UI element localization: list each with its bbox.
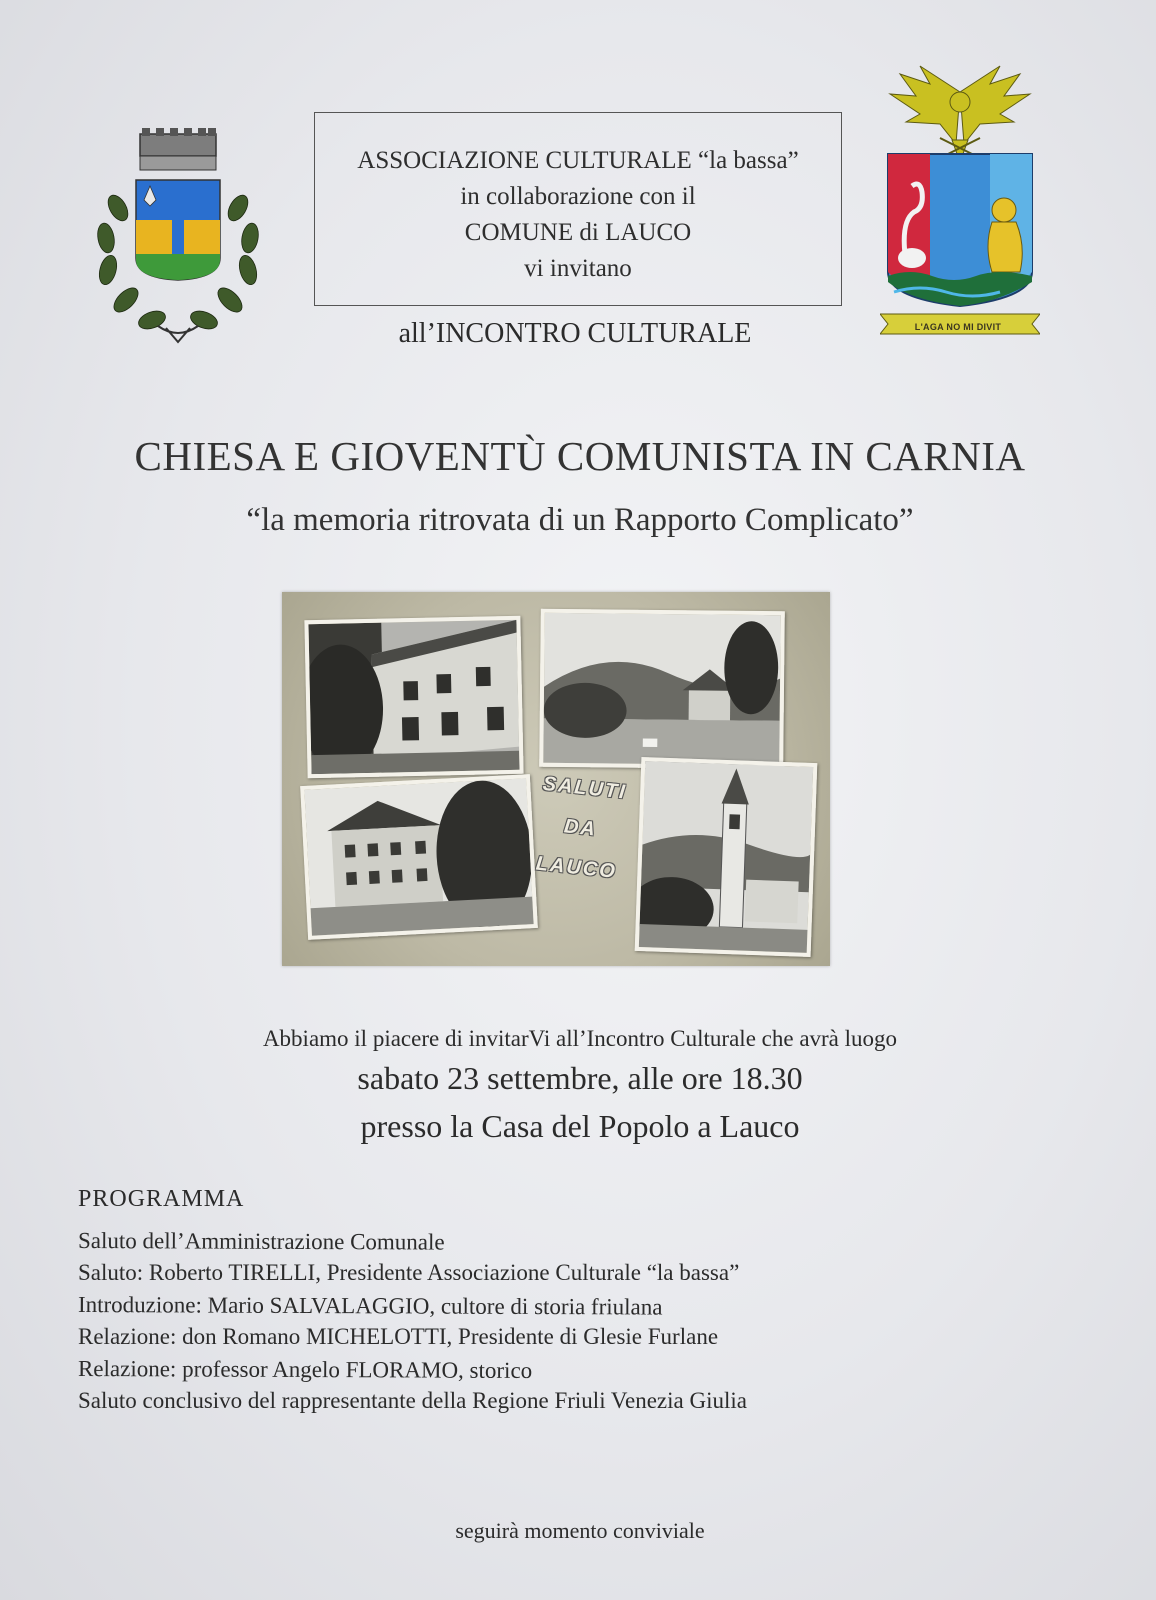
postcard-caption-line: SALUTI (541, 772, 628, 804)
event-title: CHIESA E GIOVENTÙ COMUNISTA IN CARNIA (134, 433, 1026, 479)
closing-note: seguirà momento conviviale (455, 1518, 705, 1543)
regional-coat-of-arms (880, 62, 1040, 347)
program-item: Saluto conclusivo del rappresentante della Regione Friuli Venezia Giulia (78, 1388, 747, 1413)
postcard-caption-line: LAUCO (534, 852, 618, 883)
lauco-coat-of-arms (88, 128, 268, 353)
program-item: Relazione: professor Angelo FLORAMO, storico (77, 1356, 533, 1383)
postcard-photo-house (300, 774, 538, 940)
program-item: Relazione: don Romano MICHELOTTI, Presidente di Glesie Furlane (78, 1324, 719, 1349)
postcard-photo-bell-tower (635, 757, 818, 957)
collaboration-text: in collaborazione con il (460, 183, 696, 210)
event-datetime: sabato 23 settembre, alle ore 18.30 (357, 1060, 803, 1096)
program-item: Saluto dell’Amministrazione Comunale (77, 1228, 445, 1255)
organizers-box (314, 112, 842, 306)
invitation-text: Abbiamo il piacere di invitarVi all’Incontro Culturale che avrà luogo (262, 1026, 898, 1051)
crest-motto: L'AGA NO MI DIVIT (914, 322, 1002, 332)
program-heading: PROGRAMMA (78, 1186, 245, 1212)
meeting-label: all’INCONTRO CULTURALE (398, 318, 752, 349)
postcard-photo-building (304, 616, 523, 778)
event-location: presso la Casa del Popolo a Lauco (360, 1108, 800, 1144)
association-name: ASSOCIAZIONE CULTURALE “la bassa” (357, 147, 799, 174)
invite-verb: vi invitano (524, 255, 632, 282)
event-subtitle: “la memoria ritrovata di un Rapporto Complicato” (246, 502, 914, 538)
postcard-caption-line: DA (563, 815, 599, 841)
vintage-postcard-image (282, 592, 830, 966)
program-section (78, 1186, 1078, 1417)
program-item: Saluto: Roberto TIRELLI, Presidente Associazione Culturale “la bassa” (78, 1260, 740, 1285)
postcard-photo-landscape (539, 609, 785, 770)
comune-name: COMUNE di LAUCO (464, 219, 692, 246)
postcard-caption (512, 762, 649, 904)
program-list (78, 1225, 1078, 1417)
program-item: Introduzione: Mario SALVALAGGIO, cultore di storia friulana (77, 1292, 663, 1320)
